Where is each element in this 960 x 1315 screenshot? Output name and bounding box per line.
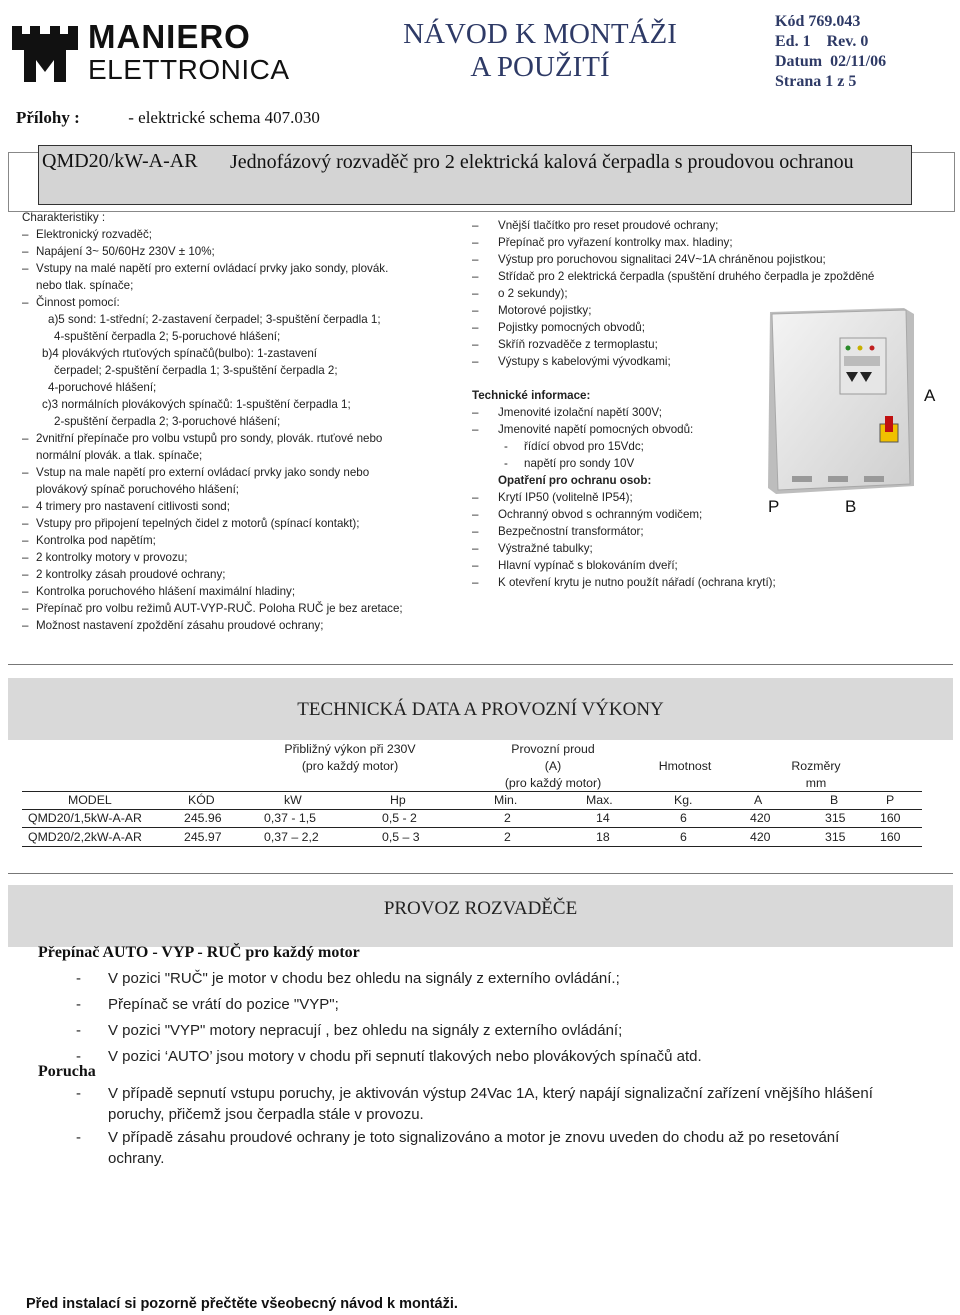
feature-item: – Napájení 3~ 50/60Hz 230V ± 10%; — [22, 243, 462, 260]
switch-item: - Přepínač se vrátí do pozice "VYP"; — [76, 996, 339, 1013]
feature-item-cont: nebo tlak. spínače; — [36, 279, 134, 292]
tech-subitem: - napětí pro sondy 10V — [504, 457, 635, 470]
control-panel-icon — [764, 308, 916, 494]
document-edition: Ed. 1 Rev. 0 — [775, 33, 869, 50]
col-group-dims-line1: Rozměry — [791, 759, 841, 773]
tech-item: – Jmenovité izolační napětí 300V; — [472, 404, 922, 421]
protect-heading: Opatření pro ochranu osob: — [498, 474, 652, 487]
tech-section-title: TECHNICKÁ DATA A PROVOZNÍ VÝKONY — [297, 699, 664, 720]
fault-item: - V případě sepnutí vstupu poruchy, je aktivován výstup 24Vac 1A, který napájí signalizační zařízení vnějšího hlášení poruchy, přičemž jsou čerpadla stále v provozu. — [76, 1085, 873, 1123]
brand-subtitle: ELETTRONICA — [88, 54, 290, 85]
operation-section-title: PROVOZ ROZVADĚČE — [383, 898, 578, 919]
feature-item: – Činnost pomocí: — [22, 294, 462, 311]
table-cell: 6 — [680, 830, 687, 844]
table-cell: QMD20/1,5kW-A-AR — [28, 811, 142, 825]
table-cell: 160 — [880, 830, 901, 844]
switch-item: - V pozici "RUČ" je motor v chodu bez ohledu na signály z externího ovládání.; — [76, 970, 620, 987]
section-divider — [8, 873, 953, 874]
tech-subitem: - řídící obvod pro 15Vdc; — [504, 440, 644, 453]
document-title — [380, 18, 700, 84]
feature-subitem: b)4 plovákvých rtuťových spínačů(bulbo): 1-zastavení — [42, 347, 318, 360]
feature-item: – 2vnitřní přepínače pro volbu vstupů pro sondy, plovák. rtuťové nebo — [22, 430, 462, 447]
col-group-power-line2: (pro každý motor) — [301, 759, 399, 773]
table-cell: 0,37 - 1,5 — [264, 811, 316, 825]
feature-item: – Pojistky pomocných obvodů; — [472, 319, 922, 336]
crown-logo-icon — [10, 20, 80, 84]
col-group-dims — [776, 758, 856, 792]
table-cell: 18 — [596, 830, 610, 844]
document-title-line1: NÁVOD K MONTÁŽI — [403, 18, 677, 50]
feature-subitem: a)5 sond: 1-střední; 2-zastavení čerpadel; 3-spuštění čerpadla 1; — [48, 313, 381, 326]
product-description: Jednofázový rozvaděč pro 2 elektrická kalová čerpadla s proudovou ochranou — [230, 151, 854, 173]
attachments-value: - elektrické schema 407.030 — [128, 108, 320, 127]
table-header-model: MODEL — [68, 793, 112, 807]
dimension-label-a: A — [924, 386, 936, 405]
col-group-dims-line2: mm — [805, 776, 827, 790]
table-cell: 6 — [680, 811, 687, 825]
switch-item: - V pozici "VYP" motory nepracují , bez ohledu na signály z externího ovládání; — [76, 1022, 623, 1039]
feature-item: – Skříň rozvaděče z termoplastu; — [472, 336, 922, 353]
switch-list — [38, 968, 918, 1067]
col-group-current-line1: Provozní proud — [511, 742, 595, 756]
table-header-b: B — [830, 793, 839, 807]
document-meta — [775, 12, 886, 92]
feature-item: – Kontrolka pod napětím; — [22, 532, 462, 549]
feature-item: – Vstup na male napětí pro externí ovládací prvky jako sondy nebo — [22, 464, 462, 481]
table-header-code: KÓD — [188, 793, 215, 807]
feature-item: – Výstup pro poruchovou signalitaci 24V~1A chráněnou pojistkou; — [472, 251, 922, 268]
table-cell: 0,37 – 2,2 — [264, 830, 319, 844]
tech-item: – Jmenovité napětí pomocných obvodů: — [472, 421, 922, 438]
feature-item: – Přepínač pro volbu režimů AUT-VYP-RUČ. Poloha RUČ je bez aretace; — [22, 600, 462, 617]
table-header-a: A — [754, 793, 763, 807]
table-header-hp: Hp — [390, 793, 406, 807]
feature-item-cont: plovákový spínač poruchového hlášení; — [36, 483, 240, 496]
feature-item: – Motorové pojistky; — [472, 302, 922, 319]
feature-item: – Vnější tlačítko pro reset proudové ochrany; — [472, 217, 922, 234]
product-code: QMD20/kW-A-AR — [42, 150, 198, 172]
tech-subitem-text: napětí pro sondy 10V — [524, 457, 635, 470]
attachments-label: Přílohy : — [16, 108, 80, 127]
table-top-rule — [22, 791, 922, 792]
fault-item-text: V případě zásahu proudové ochrany je toto signalizováno a motor je znovu uveden do chodu až po resetování ochrany. — [108, 1129, 840, 1167]
switch-item-text: V pozici "RUČ" je motor v chodu bez ohledu na signály z externího ovládání.; — [108, 970, 620, 987]
control-panel-image — [764, 308, 916, 494]
col-group-current-line2: (A) — [544, 759, 562, 773]
company-logo — [8, 14, 303, 89]
table-header-min: Min. — [494, 793, 518, 807]
protect-item: – Výstražné tabulky; — [472, 540, 922, 557]
feature-item-cont: normální plovák. a tlak. spínače; — [36, 449, 203, 462]
col-group-power-line1: Přibližný výkon při 230V — [284, 742, 416, 756]
table-header-rule — [22, 809, 922, 810]
fault-heading: Porucha — [38, 1063, 96, 1080]
table-cell: 0,5 - 2 — [382, 811, 417, 825]
switch-item-text: V pozici "VYP" motory nepracují , bez ohledu na signály z externího ovládání; — [108, 1022, 623, 1039]
table-header-kg: Kg. — [674, 793, 693, 807]
section-divider — [8, 664, 953, 665]
brand-name: MANIERO — [88, 18, 251, 55]
protect-item: – Bezpečnostní transformátor; — [472, 523, 922, 540]
feature-item: – Vstupy na malé napětí pro externí ovládací prvky jako sondy, plovák. — [22, 260, 462, 277]
protect-item: – Hlavní vypínač s blokováním dveří; — [472, 557, 922, 574]
feature-item: – Střídač pro 2 elektrická čerpadla (spuštění druhého čerpadla je zpožděné — [472, 268, 922, 285]
table-cell: 315 — [825, 830, 846, 844]
feature-subitem-cont: čerpadel; 2-spuštění čerpadla 1; 3-spuštění čerpadla 2; — [54, 364, 338, 377]
footer-note: Před instalací si pozorně přečtěte všeobecný návod k montáži. — [26, 1296, 458, 1312]
document-title-line2: A POUŽITÍ — [470, 51, 610, 83]
document-page: Strana 1 z 5 — [775, 73, 857, 90]
feature-item: – 2 kontrolky motory v provozu; — [22, 549, 462, 566]
protect-item: – Krytí IP50 (volitelně IP54); — [472, 489, 922, 506]
feature-item: – Výstupy s kabelovými vývodkami; — [472, 353, 922, 370]
table-row-rule — [22, 827, 922, 828]
tech-subitem-text: řídící obvod pro 15Vdc; — [524, 440, 644, 453]
table-cell: 420 — [750, 811, 771, 825]
switch-item: - V pozici ‘AUTO’ jsou motory v chodu při sepnutí tlakových nebo plovákových spínačů atd. — [76, 1048, 702, 1065]
document-date: Datum 02/11/06 — [775, 53, 887, 70]
switch-heading: Přepínač AUTO - VYP - RUČ pro každý motor — [38, 944, 360, 961]
attachments — [16, 108, 320, 128]
feature-item: – Vstupy pro připojení tepelných čidel z motorů (spínací kontakt); — [22, 515, 462, 532]
fault-item-text: V případě sepnutí vstupu poruchy, je aktivován výstup 24Vac 1A, který napájí signalizační zařízení vnějšího hlášení poruchy, přičemž jsou čerpadla stále v provozu. — [108, 1085, 873, 1123]
table-cell: 2 — [504, 830, 511, 844]
table-bottom-rule — [22, 846, 922, 847]
table-cell: 420 — [750, 830, 771, 844]
table-header-p: P — [886, 793, 895, 807]
table-cell: 160 — [880, 811, 901, 825]
table-header-max: Max. — [586, 793, 613, 807]
table-cell: 14 — [596, 811, 610, 825]
table-cell: 315 — [825, 811, 846, 825]
feature-item: – 2 kontrolky zásah proudové ochrany; — [22, 566, 462, 583]
document-code: Kód 769.043 — [775, 13, 861, 30]
table-cell: 245.97 — [184, 830, 222, 844]
tech-info-heading: Technické informace: — [472, 389, 591, 402]
features-heading: Charakteristiky : — [22, 211, 106, 224]
fault-item: - V případě zásahu proudové ochrany je toto signalizováno a motor je znovu uveden do chodu až po resetování ochrany. — [76, 1129, 840, 1167]
feature-item: – Elektronický rozvaděč; — [22, 226, 462, 243]
feature-item: – Přepínač pro vyřazení kontrolky max. hladiny; — [472, 234, 922, 251]
feature-subitem-cont: 4-poruchové hlášení; — [48, 381, 157, 394]
table-cell: QMD20/2,2kW-A-AR — [28, 830, 142, 844]
col-group-weight: Hmotnost — [658, 759, 712, 773]
feature-item: – Kontrolka poruchového hlášení maximální hladiny; — [22, 583, 462, 600]
table-header-kw: kW — [284, 793, 302, 807]
feature-item: – 4 trimery pro nastavení citlivosti sond; — [22, 498, 462, 515]
protect-item: – K otevření krytu je nutno použít nářadí (ochrana krytí); — [472, 574, 922, 591]
feature-item-cont: – o 2 sekundy); — [472, 285, 922, 302]
col-group-current-line3: (pro každý motor) — [504, 776, 602, 790]
table-cell: 245.96 — [184, 811, 222, 825]
feature-subitem: c)3 normálních plovákových spínačů: 1-spuštění čerpadla 1; — [42, 398, 351, 411]
features-left — [22, 209, 462, 634]
dimension-label-p: P — [768, 497, 780, 516]
col-group-power — [270, 741, 430, 775]
feature-item: – Možnost nastavení zpoždění zásahu proudové ochrany; — [22, 617, 462, 634]
feature-subitem-cont: 2-spuštění čerpadla 2; 3-poruchové hlášení; — [54, 415, 281, 428]
fault-list — [38, 1083, 898, 1169]
protect-item: – Ochranný obvod s ochranným vodičem; — [472, 506, 922, 523]
switch-item-text: V pozici ‘AUTO’ jsou motory v chodu při sepnutí tlakových nebo plovákových spínačů atd. — [108, 1048, 702, 1065]
switch-item-text: Přepínač se vrátí do pozice "VYP"; — [108, 996, 339, 1013]
feature-subitem-cont: 4-spuštění čerpadla 2; 5-poruchové hlášení; — [54, 330, 281, 343]
col-group-current — [478, 741, 628, 792]
table-cell: 2 — [504, 811, 511, 825]
table-cell: 0,5 – 3 — [382, 830, 420, 844]
dimension-label-b: B — [845, 497, 857, 516]
